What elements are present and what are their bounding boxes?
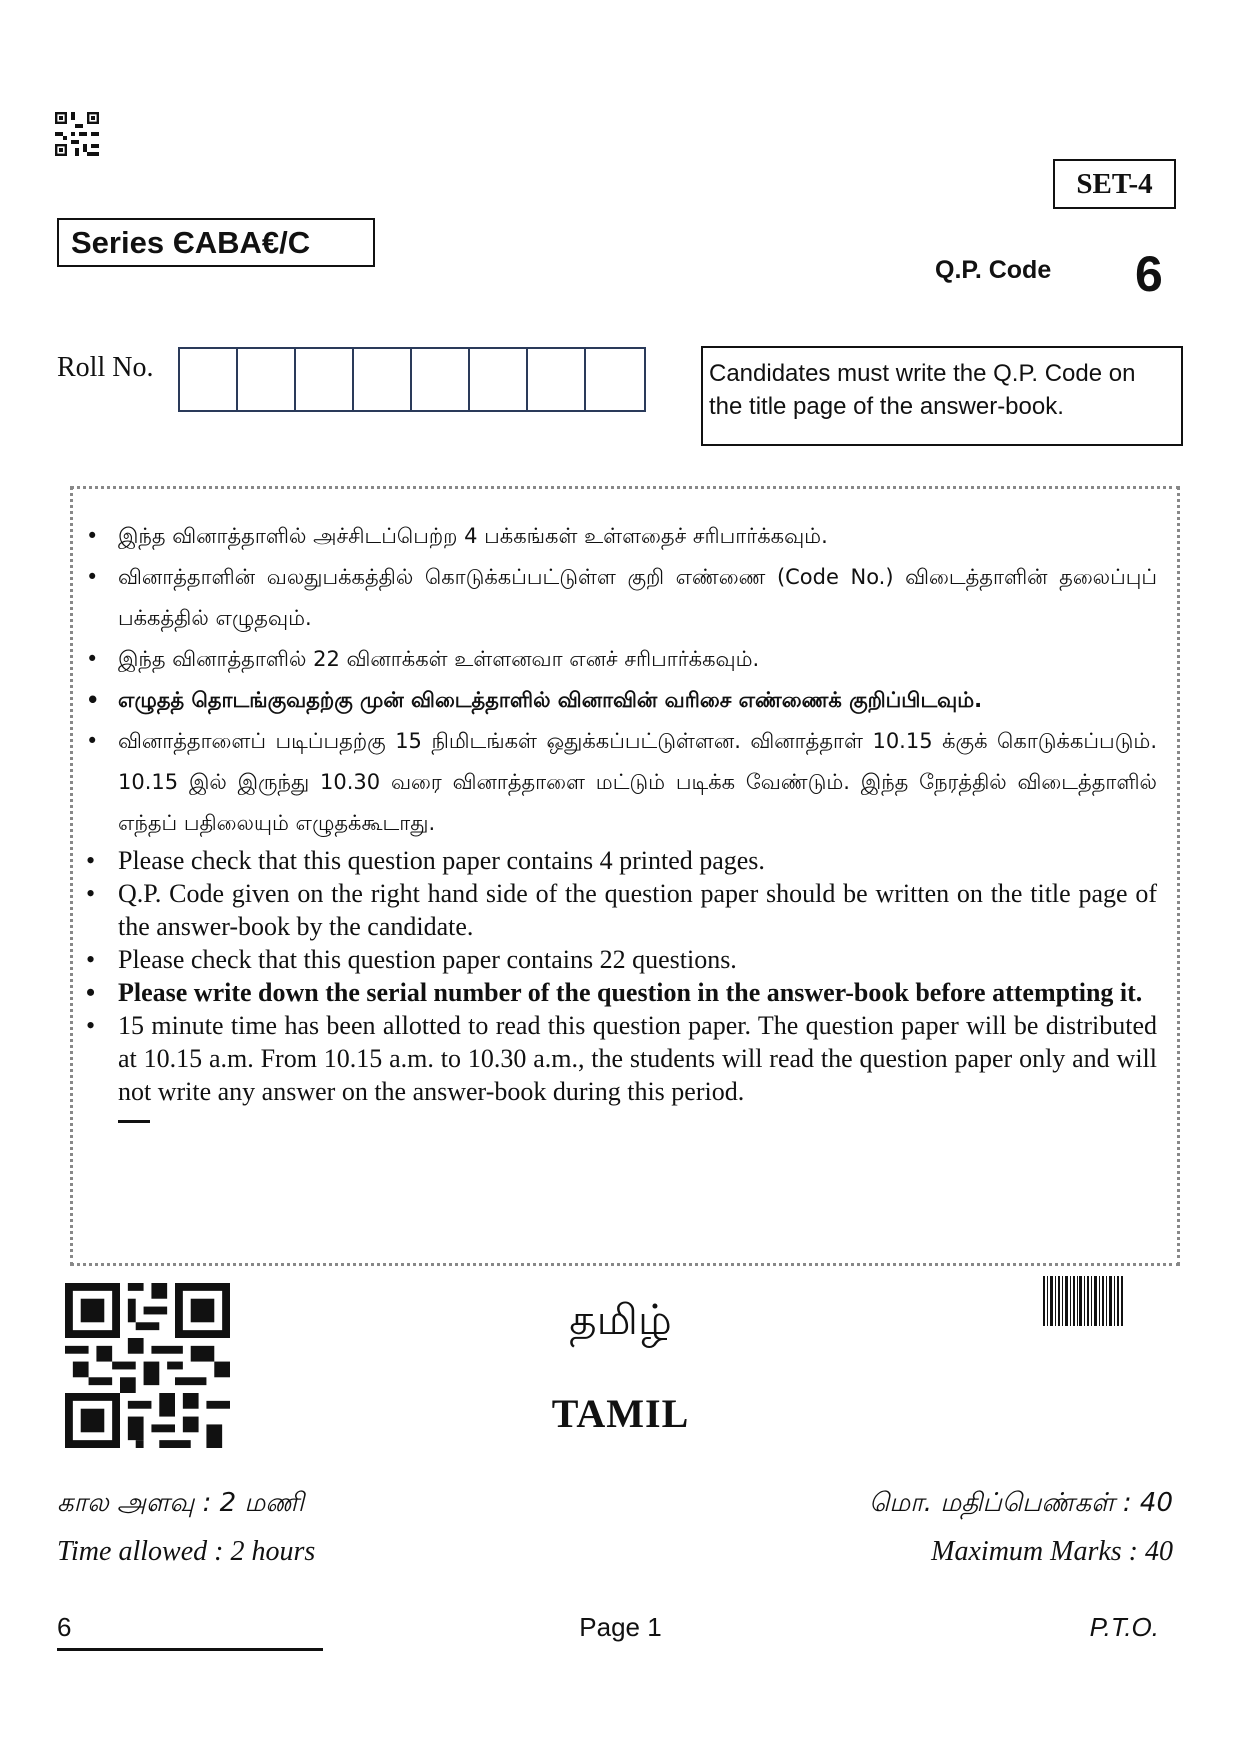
- small-qr-code: [55, 112, 99, 156]
- candidate-note-box: [701, 346, 1183, 446]
- series-label: Series ЄABA€/C: [71, 224, 311, 260]
- roll-no-label: Roll No.: [57, 352, 154, 383]
- instructions-list: [118, 516, 1157, 1108]
- roll-digit-box[interactable]: [470, 349, 528, 410]
- max-marks-english: Maximum Marks : 40: [931, 1536, 1173, 1567]
- time-allowed-tamil: கால அளவு : 2 மணி: [57, 1488, 304, 1518]
- footer-page-number: Page 1: [579, 1612, 662, 1642]
- instruction-english-5: • 15 minute time has been allotted to read this question paper. The question paper will be distributed at 10.15 a.m. From 10.15 a.m. to 10.30 a.m., the students will read the question paper only and will not write any answer on the answer-book during this period.: [118, 1009, 1157, 1108]
- qp-code-value: 6: [1135, 246, 1163, 302]
- roll-digit-box[interactable]: [238, 349, 296, 410]
- footer-code: 6: [57, 1612, 72, 1642]
- subject-title-english: TAMIL: [551, 1391, 690, 1436]
- footer-pto: P.T.O.: [1089, 1612, 1159, 1642]
- roll-digit-box[interactable]: [412, 349, 470, 410]
- instruction-tamil-5: • வினாத்தாளைப் படிப்பதற்கு 15 நிமிடங்கள் ஒதுக்கப்பட்டுள்ளன. வினாத்தாள் 10.15 க்குக் கொடுக்கப்படும். 10.15 இல் இருந்து 10.30 வரை வினாத்தாளை மட்டும் படிக்க வேண்டும். இந்த நேரத்தில் விடைத்தாளில் எந்தப் பதிலையும் எழுதக்கூடாது.: [118, 721, 1157, 844]
- instruction-tamil-1: • இந்த வினாத்தாளில் அச்சிடப்பெற்ற 4 பக்கங்கள் உள்ளதைச் சரிபார்க்கவும்.: [118, 516, 1157, 557]
- instruction-english-4: • Please write down the serial number of the question in the answer-book before attempting it.: [118, 976, 1157, 1009]
- series-box: [57, 218, 375, 267]
- qp-code-label: Q.P. Code: [935, 256, 1052, 284]
- roll-digit-box[interactable]: [180, 349, 238, 410]
- roll-digit-box[interactable]: [296, 349, 354, 410]
- roll-digit-box[interactable]: [586, 349, 644, 410]
- roll-number-boxes: [178, 347, 646, 412]
- roll-digit-box[interactable]: [528, 349, 586, 410]
- instruction-tamil-4: • எழுதத் தொடங்குவதற்கு முன் விடைத்தாளில் வினாவின் வரிசை எண்ணைக் குறிப்பிடவும்.: [118, 680, 1157, 721]
- instruction-tamil-2: • வினாத்தாளின் வலதுபக்கத்தில் கொடுக்கப்பட்டுள்ள குறி எண்ணை (Code No.) விடைத்தாளின் தலைப்புப் பக்கத்தில் எழுதவும்.: [118, 557, 1157, 639]
- subject-title-tamil: தமிழ்: [569, 1295, 672, 1344]
- roll-digit-box[interactable]: [354, 349, 412, 410]
- footer-divider: [57, 1648, 323, 1651]
- set-number-box: [1053, 159, 1176, 209]
- set-label: SET-4: [1076, 167, 1153, 200]
- instruction-english-2: • Q.P. Code given on the right hand side of the question paper should be written on the title page of the answer-book by the candidate.: [118, 877, 1157, 943]
- candidate-note: Candidates must write the Q.P. Code on the title page of the answer-book.: [709, 360, 1136, 420]
- instruction-english-3: • Please check that this question paper contains 22 questions.: [118, 943, 1157, 976]
- instructions-box: [70, 486, 1180, 1266]
- time-allowed-english: Time allowed : 2 hours: [57, 1536, 316, 1567]
- max-marks-tamil: மொ. மதிப்பெண்கள் : 40: [869, 1488, 1173, 1518]
- end-dash: [118, 1120, 150, 1123]
- instruction-english-1: • Please check that this question paper contains 4 printed pages.: [118, 844, 1157, 877]
- instruction-tamil-3: • இந்த வினாத்தாளில் 22 வினாக்கள் உள்ளனவா எனச் சரிபார்க்கவும்.: [118, 639, 1157, 680]
